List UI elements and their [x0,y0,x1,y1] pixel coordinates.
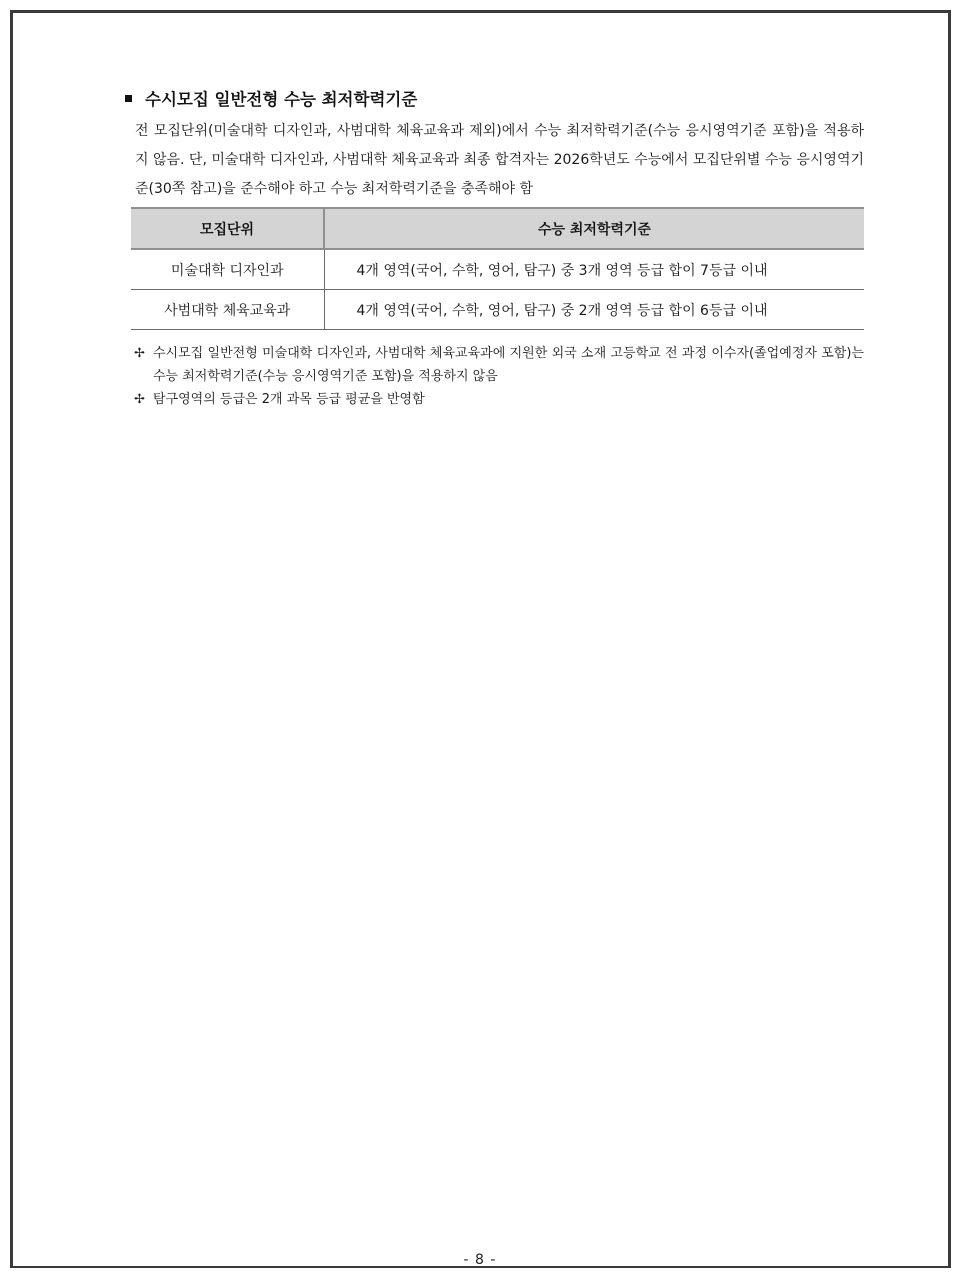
header-recruitment-unit: 모집단위 [131,208,324,249]
list-item [131,342,864,388]
cell-unit: 미술대학 디자인과 [131,249,324,290]
intro-paragraph: 전 모집단위(미술대학 디자인과, 사범대학 체육교육과 제외)에서 수능 최저학력기준(수능 응시영역기준 포함)을 적용하지 않음. 단, 미술대학 디자인과, 사범대학 체육교육과 최종 합격자는 2026학년도 수능에서 모집단위별 수능 응시영역기준(30쪽 참고)을 준수해야 하고 수능 최저학력기준을 충족해야 함 [135,123,864,197]
note-text: 수시모집 일반전형 미술대학 디자인과, 사범대학 체육교육과에 지원한 외국 소재 고등학교 전 과정 이수자(졸업예정자 포함)는 수능 최저학력기준(수능 응시영역기준 포함)을 적용하지 않음 [153,346,864,384]
cell-unit: 사범대학 체육교육과 [131,290,324,330]
cell-criteria: 4개 영역(국어, 수학, 영어, 탐구) 중 3개 영역 등급 합이 7등급 이내 [324,249,864,290]
note-mark-icon: ✢ [134,392,145,407]
square-bullet-icon [125,95,132,102]
section-heading-text: 수시모집 일반전형 수능 최저학력기준 [145,90,418,109]
list-item [131,388,864,411]
page-number: - 8 - [463,1252,497,1268]
note-text: 탐구영역의 등급은 2개 과목 등급 평균을 반영함 [153,392,425,407]
header-minimum-criteria: 수능 최저학력기준 [324,208,864,249]
cell-criteria: 4개 영역(국어, 수학, 영어, 탐구) 중 2개 영역 등급 합이 6등급 이내 [324,290,864,330]
section-heading [125,84,864,112]
document-content [131,84,864,411]
note-mark-icon: ✢ [134,346,145,361]
table-row [131,290,864,330]
notes-list [131,342,864,411]
table-header-row [131,208,864,249]
criteria-table [131,207,864,330]
table-row [131,249,864,290]
